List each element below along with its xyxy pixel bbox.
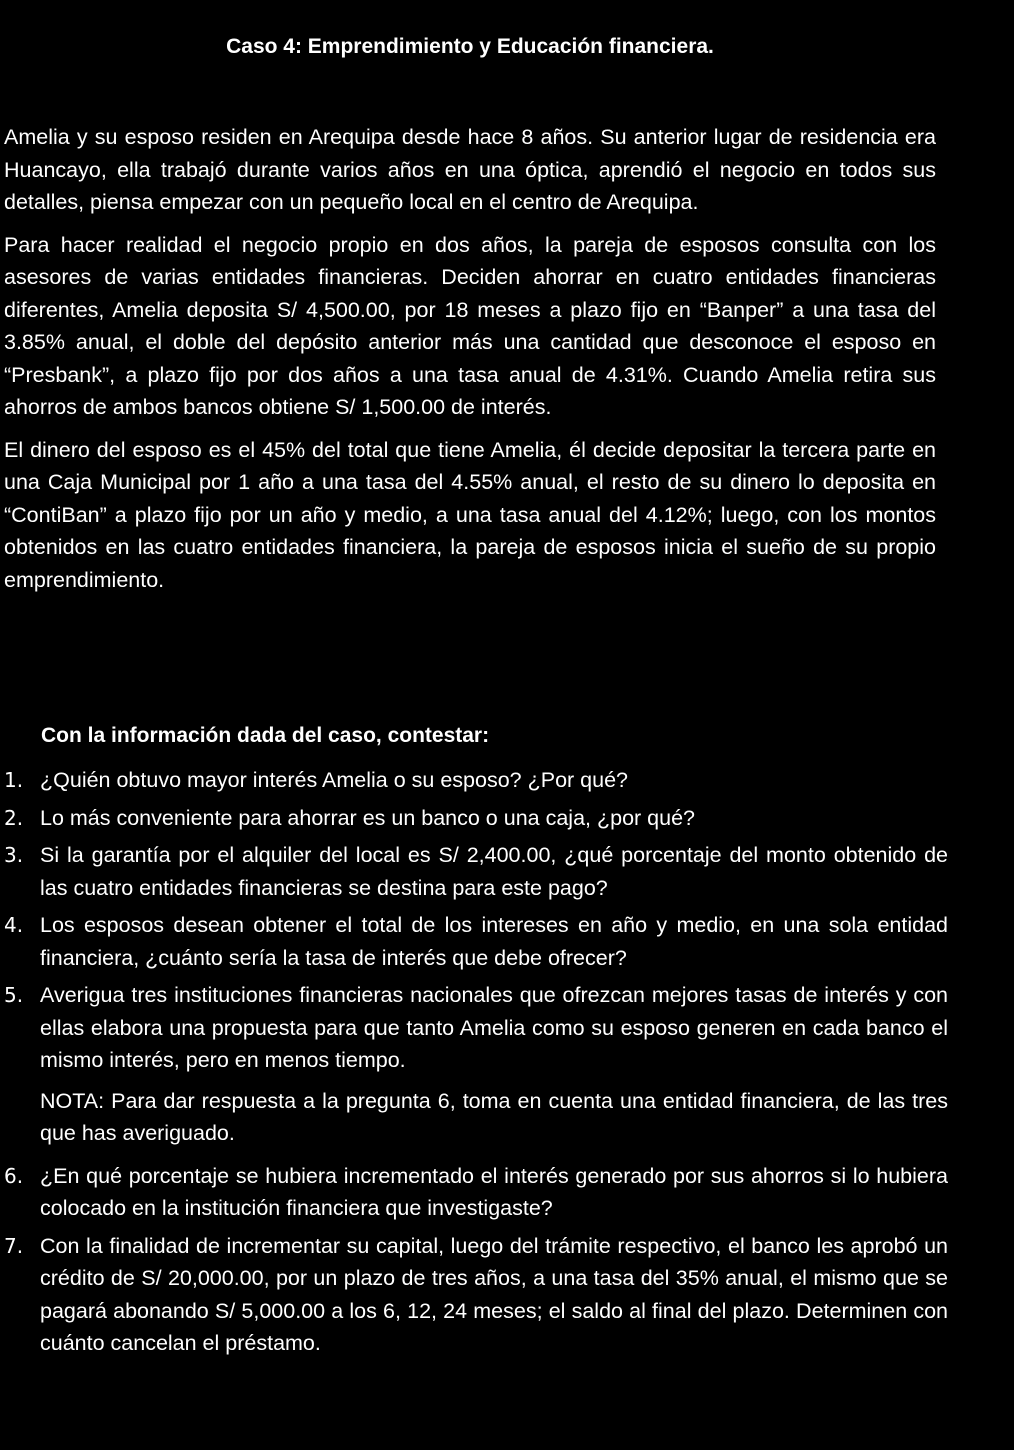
question-text: ¿Quién obtuvo mayor interés Amelia o su esposo? ¿Por qué? bbox=[40, 768, 628, 792]
question-number: 2. bbox=[4, 805, 24, 830]
question-text: Si la garantía por el alquiler del local es S/ 2,400.00, ¿qué porcentaje del monto obtenido de las cuatro entidades financieras se destina para este pago? bbox=[40, 843, 948, 900]
question-text: Averigua tres instituciones financieras nacionales que ofrezcan mejores tasas de interés y con ellas elabora una propuesta para que tanto Amelia como su esposo generen en cada banco el mismo interés, pero en menos tiempo. bbox=[40, 983, 948, 1072]
question-text: Los esposos desean obtener el total de los intereses en año y medio, en una sola entidad financiera, ¿cuánto sería la tasa de interés que debe ofrecer? bbox=[40, 913, 948, 970]
document-title: Caso 4: Emprendimiento y Educación financiera. bbox=[226, 35, 714, 58]
note-question-6: NOTA: Para dar respuesta a la pregunta 6, toma en cuenta una entidad financiera, de las tres que has averiguado. bbox=[40, 1088, 948, 1145]
question-text: ¿En qué porcentaje se hubiera incrementado el interés generado por sus ahorros si lo hubiera colocado en la institución financiera que investigaste? bbox=[40, 1163, 948, 1220]
question-7 bbox=[4, 1230, 948, 1360]
case-description bbox=[4, 121, 936, 606]
question-1 bbox=[4, 764, 948, 797]
questions-list bbox=[4, 764, 948, 1365]
paragraph-husband-money: El dinero del esposo es el 45% del total que tiene Amelia, él decide depositar la tercera parte en una Caja Municipal por 1 año a una tasa del 4.55% anual, el resto de su dinero lo deposita en “ContiBan” a plazo fijo por un año y medio, a una tasa anual del 4.12%; luego, con los montos obtenidos en las cuatro entidades financiera, la pareja de esposos inicia el sueño de su propio emprendimiento. bbox=[4, 437, 936, 592]
question-number: 1. bbox=[4, 768, 24, 792]
question-number: 4. bbox=[4, 913, 24, 937]
question-text: Lo más conveniente para ahorrar es un banco o una caja, ¿por qué? bbox=[40, 805, 695, 830]
question-number: 3. bbox=[4, 843, 24, 867]
question-number: 7. bbox=[4, 1233, 24, 1258]
question-4 bbox=[4, 909, 948, 974]
question-2 bbox=[4, 802, 948, 835]
question-text: Con la finalidad de incrementar su capital, luego del trámite respectivo, el banco les aprobó un crédito de S/ 20,000.00, por un plazo de tres años, a una tasa del 35% anual, el mismo que se pagará abonando S/ 5,000.00 a los 6, 12, 24 meses; el saldo al final del plazo. Determinen con cuánto cancelan el préstamo. bbox=[40, 1233, 948, 1355]
question-6 bbox=[4, 1160, 948, 1225]
question-5 bbox=[4, 979, 948, 1077]
paragraph-intro: Amelia y su esposo residen en Arequipa desde hace 8 años. Su anterior lugar de residencia era Huancayo, ella trabajó durante varios años en una óptica, aprendió el negocio en todos sus detalles, piensa empezar con un pequeño local en el centro de Arequipa. bbox=[4, 125, 936, 214]
paragraph-deposits: Para hacer realidad el negocio propio en dos años, la pareja de esposos consulta con los asesores de varias entidades financieras. Deciden ahorrar en cuatro entidades financieras diferentes, Amelia deposita S/ 4,500.00, por 18 meses a plazo fijo en “Banper” a una tasa del 3.85% anual, el doble del depósito anterior más una cantidad que desconoce el esposo en “Presbank”, a plazo fijo por dos años a una tasa anual de 4.31%. Cuando Amelia retira sus ahorros de ambos bancos obtiene S/ 1,500.00 de interés. bbox=[4, 232, 936, 419]
question-3 bbox=[4, 839, 948, 904]
question-number: 5. bbox=[4, 983, 24, 1007]
question-number: 6. bbox=[4, 1163, 24, 1188]
questions-heading: Con la información dada del caso, contestar: bbox=[41, 724, 490, 747]
